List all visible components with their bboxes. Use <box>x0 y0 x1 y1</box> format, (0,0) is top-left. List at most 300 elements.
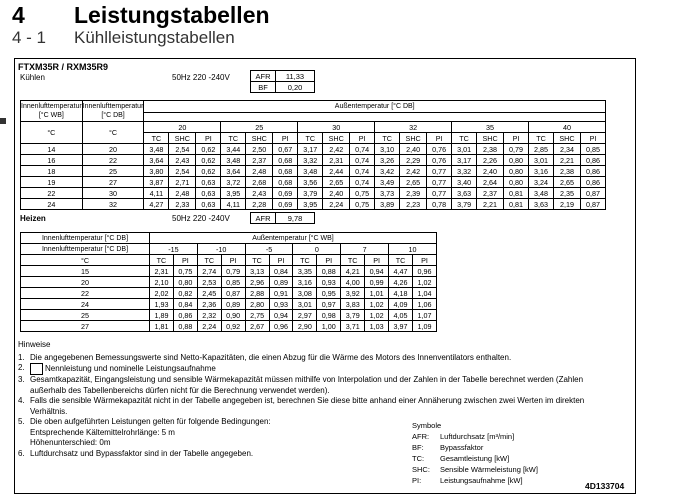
cooling-value-cell: 2,39 <box>400 188 427 199</box>
heating-col-header: TC <box>197 255 221 266</box>
cooling-value-cell: 3,26 <box>375 155 400 166</box>
cooling-outdoor-temp: 32 <box>375 122 452 133</box>
heating-value-cell: 1,04 <box>412 288 436 299</box>
cooling-value-cell: 0,86 <box>580 177 605 188</box>
cooling-value-cell: 3,63 <box>529 199 554 210</box>
symbol-key: PI: <box>412 476 422 485</box>
symbol-key: BF: <box>412 443 424 452</box>
heating-value-cell: 2,24 <box>197 321 221 332</box>
cooling-value-cell: 2,28 <box>246 199 273 210</box>
note-item <box>18 396 618 417</box>
cooling-unit-db: °C <box>82 122 144 144</box>
cooling-value-cell: 2,48 <box>169 188 196 199</box>
heating-value-cell: 4,26 <box>389 277 413 288</box>
cooling-db-cell: 32 <box>82 199 144 210</box>
heating-value-cell: 0,96 <box>269 321 293 332</box>
note-subtext: Höhenunterschied: 0m <box>30 438 111 447</box>
cooling-value-cell: 3,01 <box>452 144 477 155</box>
heating-value-cell: 0,88 <box>317 266 341 277</box>
heating-value-cell: 1,02 <box>412 277 436 288</box>
cooling-col-header: TC <box>375 133 400 144</box>
cooling-db-cell: 22 <box>82 155 144 166</box>
cooling-value-cell: 3,79 <box>298 188 323 199</box>
heating-value-cell: 0,89 <box>269 277 293 288</box>
cooling-value-cell: 3,95 <box>298 199 323 210</box>
heating-value-cell: 2,90 <box>293 321 317 332</box>
heating-value-cell: 0,85 <box>221 277 245 288</box>
cooling-value-cell: 2,24 <box>323 199 350 210</box>
note-item <box>18 363 618 375</box>
cooling-db-cell: 20 <box>82 144 144 155</box>
cooling-col-header: SHC <box>246 133 273 144</box>
cooling-value-cell: 0,78 <box>427 199 452 210</box>
cooling-value-cell: 3,72 <box>221 177 246 188</box>
document-code: 4D133704 <box>585 481 625 491</box>
cooling-col-header: PI <box>504 133 529 144</box>
cooling-outdoor-header: Außentemperatur [°C DB] <box>144 101 606 113</box>
heating-value-cell: 0,79 <box>221 266 245 277</box>
heating-value-cell: 1,81 <box>150 321 174 332</box>
cooling-row <box>21 177 606 188</box>
heating-value-cell: 0,95 <box>317 288 341 299</box>
cooling-value-cell: 2,40 <box>400 144 427 155</box>
cooling-value-cell: 3,48 <box>298 166 323 177</box>
cooling-col-header: SHC <box>477 133 504 144</box>
cooling-value-cell: 2,50 <box>246 144 273 155</box>
heating-value-cell: 2,10 <box>150 277 174 288</box>
heating-row <box>21 299 437 310</box>
cooling-value-cell: 3,64 <box>221 166 246 177</box>
cooling-value-cell: 2,65 <box>554 177 581 188</box>
cooling-col-header: TC <box>221 133 246 144</box>
cooling-value-cell: 0,67 <box>273 144 298 155</box>
cooling-value-cell: 0,63 <box>196 199 221 210</box>
heating-value-cell: 1,07 <box>412 310 436 321</box>
heating-value-cell: 1,03 <box>365 321 389 332</box>
symbol-value: Luftdurchsatz [m³/min] <box>440 432 515 441</box>
cooling-value-cell: 0,69 <box>273 188 298 199</box>
heating-value-cell: 2,45 <box>197 288 221 299</box>
heating-col-header: TC <box>245 255 269 266</box>
heating-value-cell: 0,89 <box>221 299 245 310</box>
heating-value-cell: 1,02 <box>365 310 389 321</box>
cooling-value-cell: 2,65 <box>323 177 350 188</box>
cooling-value-cell: 0,68 <box>273 177 298 188</box>
cooling-wb-cell: 19 <box>21 177 83 188</box>
heating-col-header: PI <box>365 255 389 266</box>
heating-value-cell: 0,88 <box>173 321 197 332</box>
symbol-row <box>412 431 538 442</box>
cooling-value-cell: 0,86 <box>580 155 605 166</box>
cooling-table <box>20 100 606 210</box>
cooling-value-cell: 3,40 <box>452 177 477 188</box>
symbol-row <box>412 442 538 453</box>
note-item <box>18 353 618 364</box>
cooling-value-cell: 4,11 <box>221 199 246 210</box>
bf-value: 0,20 <box>276 82 315 93</box>
cooling-row <box>21 155 606 166</box>
cooling-value-cell: 0,74 <box>350 177 375 188</box>
symbol-value: Bypassfaktor <box>440 443 484 452</box>
note-text: Luftdurchsatz und Bypassfaktor sind in der Tabelle angegeben. <box>30 448 254 458</box>
heating-value-cell: 2,97 <box>293 310 317 321</box>
cooling-value-cell: 3,32 <box>298 155 323 166</box>
cooling-col-header: TC <box>298 133 323 144</box>
cooling-value-cell: 2,71 <box>169 177 196 188</box>
heating-col-header: TC <box>150 255 174 266</box>
heating-row <box>21 277 437 288</box>
cooling-wb-cell: 14 <box>21 144 83 155</box>
symbol-value: Sensible Wärmeleistung [kW] <box>440 465 538 474</box>
note-number: 2. <box>18 363 25 372</box>
heating-value-cell: 0,93 <box>317 277 341 288</box>
cooling-col-header: TC <box>144 133 169 144</box>
cooling-col-header: PI <box>273 133 298 144</box>
heating-value-cell: 0,84 <box>269 266 293 277</box>
note-number: 6. <box>18 448 25 458</box>
heating-col-header: PI <box>269 255 293 266</box>
heating-outdoor-temp: 0 <box>293 244 341 255</box>
heating-value-cell: 3,13 <box>245 266 269 277</box>
cooling-value-cell: 0,87 <box>580 199 605 210</box>
cooling-value-cell: 2,54 <box>169 166 196 177</box>
afr-value: 11,33 <box>276 71 315 82</box>
cooling-value-cell: 0,68 <box>273 155 298 166</box>
symbol-row <box>412 475 538 486</box>
heating-col-header: PI <box>317 255 341 266</box>
cooling-col-header: PI <box>427 133 452 144</box>
margin-marker <box>0 118 6 124</box>
chapter-title: Leistungstabellen <box>74 2 270 28</box>
note-text: Die oben aufgeführten Leistungen gelten für folgende Bedingungen: <box>30 417 271 426</box>
section-title: Kühlleistungstabellen <box>74 28 235 47</box>
cooling-value-cell: 2,44 <box>323 166 350 177</box>
heating-value-cell: 2,67 <box>245 321 269 332</box>
cooling-value-cell: 0,79 <box>504 144 529 155</box>
heating-value-cell: 1,01 <box>365 288 389 299</box>
heating-value-cell: 0,94 <box>365 266 389 277</box>
cooling-value-cell: 3,10 <box>375 144 400 155</box>
afr-label: AFR <box>251 71 276 82</box>
heating-value-cell: 3,71 <box>341 321 365 332</box>
cooling-value-cell: 0,77 <box>427 177 452 188</box>
heating-unit: °C <box>21 255 150 266</box>
heating-temp-cell: 15 <box>21 266 150 277</box>
heating-value-cell: 0,98 <box>317 310 341 321</box>
heating-value-cell: 2,74 <box>197 266 221 277</box>
heating-value-cell: 0,80 <box>173 277 197 288</box>
cooling-value-cell: 2,29 <box>400 155 427 166</box>
heating-temp-cell: 20 <box>21 277 150 288</box>
cooling-value-cell: 3,79 <box>452 199 477 210</box>
heating-value-cell: 3,83 <box>341 299 365 310</box>
cooling-value-cell: 2,33 <box>169 199 196 210</box>
cooling-value-cell: 4,27 <box>144 199 169 210</box>
heating-outdoor-temp: -15 <box>150 244 198 255</box>
heating-value-cell: 0,96 <box>412 266 436 277</box>
cooling-value-cell: 0,74 <box>350 155 375 166</box>
symbols-title: Symbole <box>412 421 442 430</box>
cooling-value-cell: 0,63 <box>196 188 221 199</box>
heating-value-cell: 3,16 <box>293 277 317 288</box>
heating-temp-cell: 24 <box>21 299 150 310</box>
cooling-col-header: SHC <box>554 133 581 144</box>
heating-outdoor-header: Außentemperatur [°C WB] <box>150 233 437 244</box>
heating-label: Heizen <box>20 214 46 223</box>
cooling-col-header: TC <box>452 133 477 144</box>
cooling-row <box>21 199 606 210</box>
cooling-outdoor-temp: 20 <box>144 122 221 133</box>
cooling-value-cell: 3,89 <box>375 199 400 210</box>
cooling-value-cell: 0,80 <box>504 177 529 188</box>
note-number: 4. <box>18 396 25 405</box>
cooling-value-cell: 2,64 <box>477 177 504 188</box>
cooling-value-cell: 3,56 <box>298 177 323 188</box>
heating-value-cell: 1,09 <box>412 321 436 332</box>
heating-power: 50Hz 220 -240V <box>172 214 230 223</box>
cooling-value-cell: 3,17 <box>452 155 477 166</box>
heating-col-header: TC <box>389 255 413 266</box>
heating-value-cell: 0,92 <box>221 321 245 332</box>
heating-value-cell: 3,79 <box>341 310 365 321</box>
cooling-value-cell: 0,80 <box>504 166 529 177</box>
heating-value-cell: 0,75 <box>173 266 197 277</box>
cooling-outdoor-temp: 35 <box>452 122 529 133</box>
cooling-row <box>21 188 606 199</box>
cooling-indoor-wb-header: Innenlufttemperatur [°C WB] <box>21 101 83 122</box>
heating-value-cell: 3,35 <box>293 266 317 277</box>
cooling-value-cell: 4,11 <box>144 188 169 199</box>
cooling-value-cell: 2,42 <box>400 166 427 177</box>
heating-value-cell: 4,05 <box>389 310 413 321</box>
cooling-value-cell: 0,74 <box>350 144 375 155</box>
cooling-value-cell: 0,85 <box>580 144 605 155</box>
heating-indoor-subheader: Innenlufttemperatur [°C DB] <box>21 244 150 255</box>
bf-label: BF <box>251 82 276 93</box>
cooling-value-cell: 0,68 <box>273 166 298 177</box>
cooling-value-cell: 2,65 <box>400 177 427 188</box>
cooling-value-cell: 0,81 <box>504 199 529 210</box>
cooling-value-cell: 2,21 <box>477 199 504 210</box>
cooling-value-cell: 2,38 <box>554 166 581 177</box>
cooling-value-cell: 3,64 <box>144 155 169 166</box>
cooling-col-header: PI <box>350 133 375 144</box>
heating-value-cell: 2,80 <box>245 299 269 310</box>
cooling-value-cell: 2,19 <box>554 199 581 210</box>
heating-value-cell: 1,02 <box>365 299 389 310</box>
cooling-value-cell: 2,85 <box>529 144 554 155</box>
cooling-value-cell: 2,68 <box>246 177 273 188</box>
cooling-value-cell: 2,40 <box>323 188 350 199</box>
cooling-value-cell: 2,37 <box>477 188 504 199</box>
cooling-value-cell: 3,32 <box>452 166 477 177</box>
note-number: 3. <box>18 375 25 384</box>
cooling-value-cell: 3,16 <box>529 166 554 177</box>
cooling-value-cell: 3,48 <box>221 155 246 166</box>
heating-col-header: TC <box>341 255 365 266</box>
cooling-value-cell: 2,34 <box>554 144 581 155</box>
section-number: 4 - 1 <box>12 28 47 47</box>
symbol-row <box>412 464 538 475</box>
cooling-label: Kühlen <box>20 73 45 82</box>
cooling-col-header: SHC <box>169 133 196 144</box>
cooling-value-cell: 2,54 <box>169 144 196 155</box>
heating-value-cell: 2,36 <box>197 299 221 310</box>
notes-title: Hinweise <box>18 340 51 349</box>
cooling-value-cell: 0,62 <box>196 144 221 155</box>
chapter-number: 4 <box>12 2 25 28</box>
cooling-outdoor-temp: 40 <box>529 122 606 133</box>
heating-temp-cell: 22 <box>21 288 150 299</box>
cooling-db-cell: 25 <box>82 166 144 177</box>
cooling-col-header: PI <box>196 133 221 144</box>
cooling-value-cell: 3,24 <box>529 177 554 188</box>
cooling-value-cell: 0,63 <box>196 177 221 188</box>
symbol-value: Gesamtleistung [kW] <box>440 454 510 463</box>
note-text: Gesamtkapazität, Eingangsleistung und sensible Wärmekapazität müssen mithilfe von Interpolation und der Zahlen in der Tabelle berechnet werden (Zahlen außerhalb des Tabellenbereichs dürfen nicht für die Berechnung verwendet werden). <box>30 375 584 395</box>
heating-table <box>20 232 437 332</box>
cooling-value-cell: 3,73 <box>375 188 400 199</box>
heating-value-cell: 0,93 <box>269 299 293 310</box>
cooling-db-cell: 27 <box>82 177 144 188</box>
heating-temp-cell: 25 <box>21 310 150 321</box>
cooling-unit-wb: °C <box>21 122 83 144</box>
note-text: Nennleistung und nominelle Leistungsaufnahme <box>45 364 216 374</box>
heating-value-cell: 1,06 <box>412 299 436 310</box>
heating-value-cell: 0,87 <box>221 288 245 299</box>
heating-value-cell: 4,21 <box>341 266 365 277</box>
nominal-box-icon <box>30 363 43 375</box>
note-item <box>18 375 618 396</box>
heating-value-cell: 2,75 <box>245 310 269 321</box>
cooling-value-cell: 2,31 <box>323 155 350 166</box>
heating-value-cell: 0,94 <box>269 310 293 321</box>
heating-value-cell: 3,01 <box>293 299 317 310</box>
cooling-value-cell: 0,80 <box>504 155 529 166</box>
note-text: Die angegebenen Bemessungswerte sind Netto-Kapazitäten, die einen Abzug für die Wärme des Motors des Innenventilators enthalten. <box>30 352 512 362</box>
heating-value-cell: 0,99 <box>365 277 389 288</box>
heating-value-cell: 1,93 <box>150 299 174 310</box>
heating-outdoor-temp: 7 <box>341 244 389 255</box>
cooling-value-cell: 0,74 <box>350 166 375 177</box>
heating-value-cell: 2,53 <box>197 277 221 288</box>
heating-afr-label: AFR <box>251 213 276 224</box>
note-subtext: Entsprechende Kältemittelrohrlänge: 5 m <box>30 427 175 437</box>
cooling-col-header: TC <box>529 133 554 144</box>
heating-row <box>21 266 437 277</box>
cooling-outdoor-temp: 25 <box>221 122 298 133</box>
cooling-wb-cell: 22 <box>21 188 83 199</box>
heating-afr-table <box>250 212 315 224</box>
heating-value-cell: 0,84 <box>173 299 197 310</box>
cooling-value-cell: 0,75 <box>350 188 375 199</box>
heating-value-cell: 4,00 <box>341 277 365 288</box>
cooling-afr-table <box>250 70 315 93</box>
symbol-value: Leistungsaufnahme [kW] <box>440 476 523 485</box>
cooling-wb-cell: 18 <box>21 166 83 177</box>
cooling-value-cell: 0,76 <box>427 144 452 155</box>
heating-value-cell: 0,97 <box>317 299 341 310</box>
symbol-key: AFR: <box>412 432 430 441</box>
heating-value-cell: 0,90 <box>221 310 245 321</box>
heating-outdoor-temp: -5 <box>245 244 293 255</box>
cooling-value-cell: 2,35 <box>554 188 581 199</box>
cooling-col-header: SHC <box>400 133 427 144</box>
cooling-value-cell: 3,48 <box>529 188 554 199</box>
cooling-value-cell: 2,37 <box>246 155 273 166</box>
cooling-value-cell: 2,43 <box>169 155 196 166</box>
cooling-col-header: PI <box>580 133 605 144</box>
cooling-value-cell: 3,80 <box>144 166 169 177</box>
heating-outdoor-temp: 10 <box>389 244 437 255</box>
cooling-value-cell: 2,40 <box>477 166 504 177</box>
cooling-value-cell: 3,01 <box>529 155 554 166</box>
heating-value-cell: 0,91 <box>269 288 293 299</box>
cooling-value-cell: 3,42 <box>375 166 400 177</box>
cooling-value-cell: 3,44 <box>221 144 246 155</box>
cooling-value-cell: 3,48 <box>144 144 169 155</box>
heating-value-cell: 2,88 <box>245 288 269 299</box>
heating-value-cell: 4,09 <box>389 299 413 310</box>
cooling-value-cell: 0,81 <box>504 188 529 199</box>
heating-afr-value: 9,78 <box>276 213 315 224</box>
heating-value-cell: 1,89 <box>150 310 174 321</box>
note-text: Falls die sensible Wärmekapazität nicht in der Tabelle angegeben ist, berechnen Sie diese bitte anhand einer Annäherung zwischen zwei Werten im direkten Verhältnis. <box>30 396 585 416</box>
heating-value-cell: 2,31 <box>150 266 174 277</box>
cooling-value-cell: 0,86 <box>580 166 605 177</box>
cooling-value-cell: 2,43 <box>246 188 273 199</box>
heating-value-cell: 2,32 <box>197 310 221 321</box>
heating-row <box>21 310 437 321</box>
heating-value-cell: 1,00 <box>317 321 341 332</box>
heating-col-header: TC <box>293 255 317 266</box>
cooling-db-cell: 30 <box>82 188 144 199</box>
symbol-row <box>412 453 538 464</box>
heating-col-header: PI <box>221 255 245 266</box>
cooling-value-cell: 0,87 <box>580 188 605 199</box>
cooling-value-cell: 3,95 <box>221 188 246 199</box>
heating-value-cell: 3,08 <box>293 288 317 299</box>
cooling-value-cell: 0,62 <box>196 166 221 177</box>
cooling-value-cell: 2,42 <box>323 144 350 155</box>
cooling-value-cell: 3,63 <box>452 188 477 199</box>
heating-value-cell: 3,92 <box>341 288 365 299</box>
cooling-value-cell: 0,75 <box>350 199 375 210</box>
cooling-indoor-db-header: Innenlufttemperatur [°C DB] <box>82 101 144 122</box>
heating-value-cell: 3,97 <box>389 321 413 332</box>
heating-row <box>21 288 437 299</box>
note-number: 5. <box>18 417 25 426</box>
heating-value-cell: 0,86 <box>173 310 197 321</box>
symbol-key: SHC: <box>412 465 430 474</box>
symbol-key: TC: <box>412 454 425 463</box>
note-number: 1. <box>18 352 25 362</box>
heating-indoor-header: Innenlufttemperatur [°C DB] <box>21 233 150 244</box>
heating-value-cell: 2,96 <box>245 277 269 288</box>
symbols-legend <box>412 420 538 486</box>
cooling-value-cell: 3,87 <box>144 177 169 188</box>
cooling-value-cell: 3,17 <box>298 144 323 155</box>
heating-value-cell: 4,18 <box>389 288 413 299</box>
cooling-value-cell: 0,62 <box>196 155 221 166</box>
cooling-value-cell: 0,69 <box>273 199 298 210</box>
heating-value-cell: 2,02 <box>150 288 174 299</box>
cooling-outdoor-temp: 30 <box>298 122 375 133</box>
heating-value-cell: 0,82 <box>173 288 197 299</box>
cooling-wb-cell: 24 <box>21 199 83 210</box>
cooling-wb-cell: 16 <box>21 155 83 166</box>
cooling-value-cell: 2,38 <box>477 144 504 155</box>
